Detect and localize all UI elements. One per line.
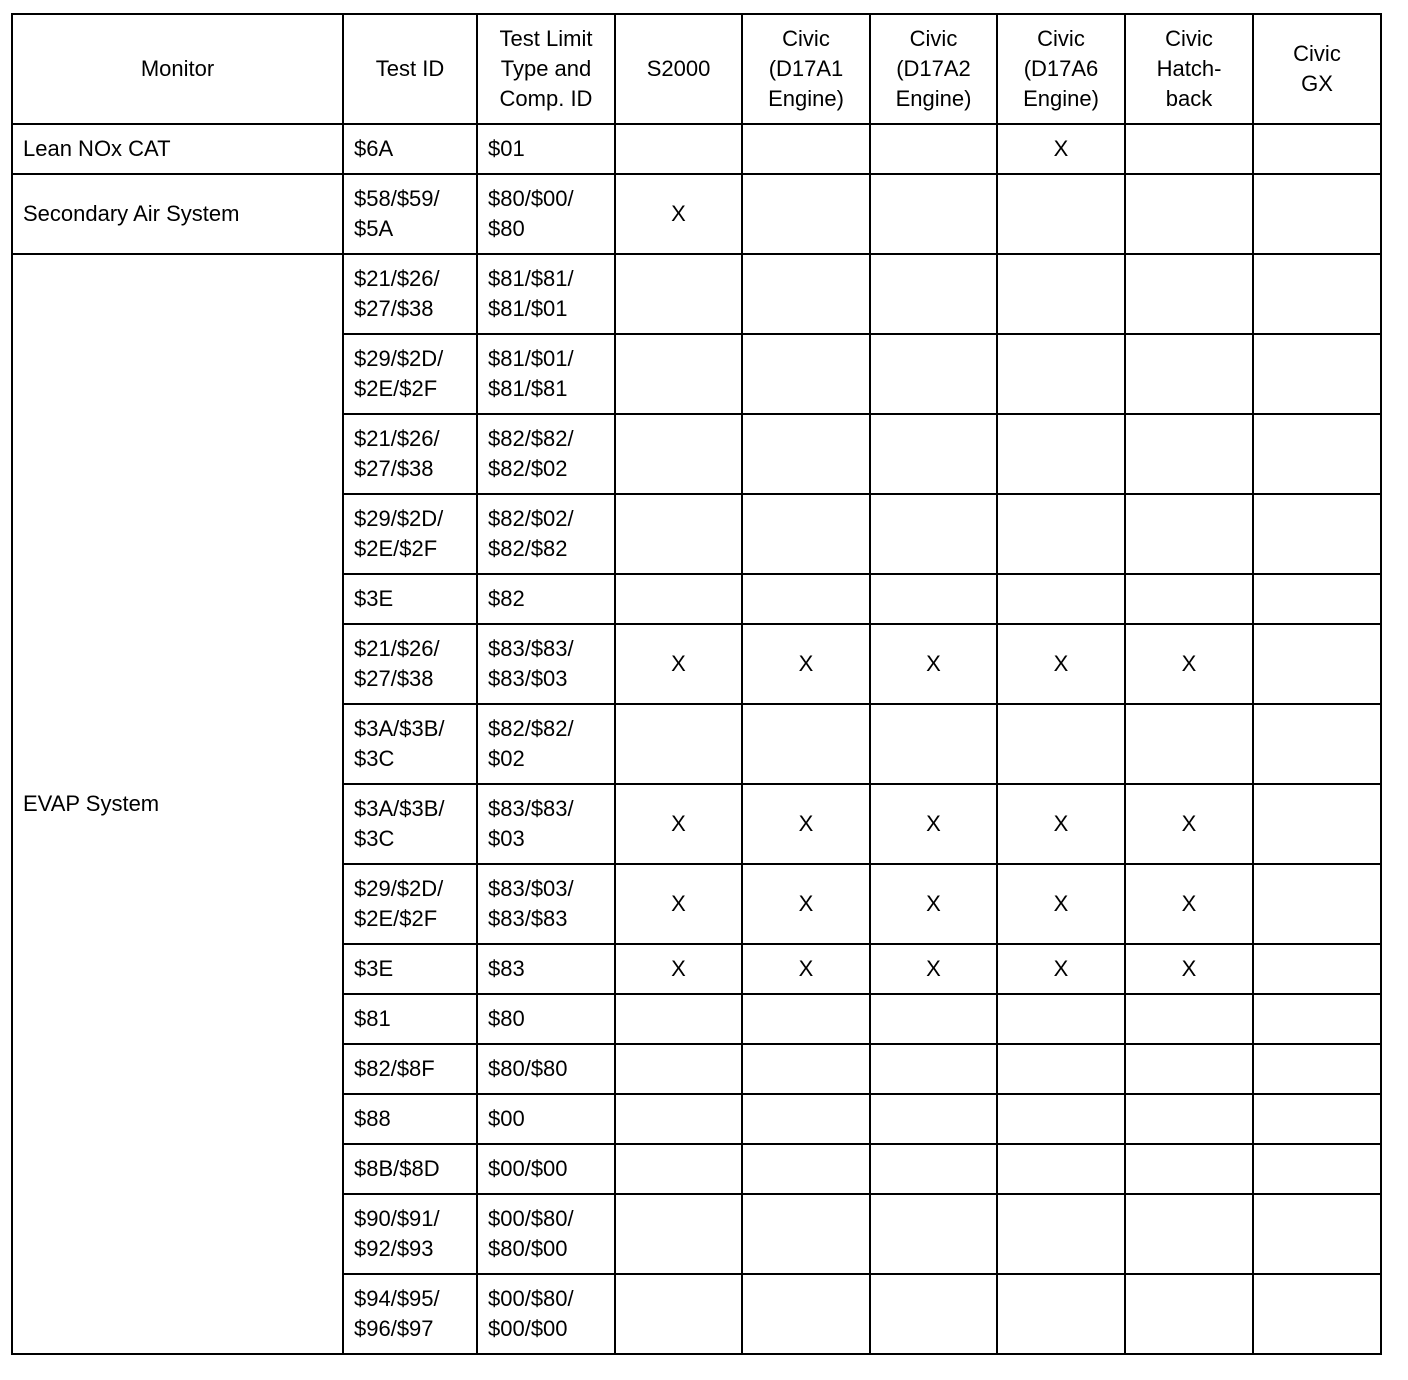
- mark-civic-d17a1: [742, 174, 870, 254]
- mark-civic-hatchback: X: [1125, 784, 1253, 864]
- mark-s2000: [615, 1194, 742, 1274]
- header-civic-hatchback: Civic Hatch- back: [1125, 14, 1253, 124]
- mark-s2000: [615, 1044, 742, 1094]
- mark-s2000: [615, 704, 742, 784]
- mark-civic-d17a6: X: [997, 624, 1125, 704]
- mark-s2000: [615, 414, 742, 494]
- header-civic-d17a6: Civic (D17A6 Engine): [997, 14, 1125, 124]
- mark-civic-gx: [1253, 174, 1381, 254]
- mark-civic-hatchback: [1125, 494, 1253, 574]
- mark-civic-d17a1: X: [742, 864, 870, 944]
- mark-civic-d17a1: X: [742, 624, 870, 704]
- test-limit-cell: $80/$80: [477, 1044, 615, 1094]
- mark-civic-gx: [1253, 784, 1381, 864]
- mark-civic-hatchback: [1125, 1044, 1253, 1094]
- test-limit-cell: $83/$83/ $03: [477, 784, 615, 864]
- monitor-cell: Secondary Air System: [12, 174, 343, 254]
- mark-civic-gx: [1253, 624, 1381, 704]
- mark-s2000: [615, 124, 742, 174]
- test-limit-cell: $82: [477, 574, 615, 624]
- mark-civic-gx: [1253, 254, 1381, 334]
- test-id-cell: $21/$26/ $27/$38: [343, 254, 477, 334]
- mark-civic-hatchback: [1125, 704, 1253, 784]
- mark-civic-d17a2: [870, 334, 997, 414]
- mark-civic-d17a1: [742, 704, 870, 784]
- test-id-cell: $58/$59/ $5A: [343, 174, 477, 254]
- test-id-cell: $3A/$3B/ $3C: [343, 784, 477, 864]
- mark-civic-d17a1: [742, 1194, 870, 1274]
- header-s2000: S2000: [615, 14, 742, 124]
- test-limit-cell: $82/$02/ $82/$82: [477, 494, 615, 574]
- mark-civic-gx: [1253, 1144, 1381, 1194]
- header-civic-d17a2: Civic (D17A2 Engine): [870, 14, 997, 124]
- mark-civic-d17a2: X: [870, 784, 997, 864]
- table-row: [12, 124, 1381, 174]
- mark-civic-hatchback: X: [1125, 864, 1253, 944]
- mark-s2000: [615, 1274, 742, 1354]
- mark-s2000: X: [615, 864, 742, 944]
- mark-civic-d17a6: [997, 994, 1125, 1044]
- mark-civic-d17a2: [870, 174, 997, 254]
- mark-civic-d17a2: X: [870, 864, 997, 944]
- test-limit-cell: $81/$01/ $81/$81: [477, 334, 615, 414]
- mark-civic-d17a6: X: [997, 124, 1125, 174]
- mark-civic-d17a2: [870, 494, 997, 574]
- mark-civic-hatchback: [1125, 1274, 1253, 1354]
- table-row: [12, 254, 1381, 334]
- header-row: [12, 14, 1381, 124]
- mark-civic-d17a2: [870, 254, 997, 334]
- mark-civic-d17a6: [997, 1274, 1125, 1354]
- test-id-cell: $21/$26/ $27/$38: [343, 414, 477, 494]
- mark-civic-d17a1: [742, 124, 870, 174]
- mark-civic-d17a6: X: [997, 864, 1125, 944]
- test-limit-cell: $00/$00: [477, 1144, 615, 1194]
- mark-civic-hatchback: [1125, 414, 1253, 494]
- mark-civic-d17a6: [997, 1094, 1125, 1144]
- header-civic-gx: Civic GX: [1253, 14, 1381, 124]
- mark-civic-gx: [1253, 1094, 1381, 1144]
- mark-s2000: X: [615, 944, 742, 994]
- test-id-cell: $3A/$3B/ $3C: [343, 704, 477, 784]
- test-id-cell: $88: [343, 1094, 477, 1144]
- mark-civic-d17a2: [870, 1274, 997, 1354]
- mark-civic-d17a6: X: [997, 784, 1125, 864]
- mark-civic-hatchback: X: [1125, 944, 1253, 994]
- mark-civic-d17a1: [742, 1274, 870, 1354]
- mark-s2000: X: [615, 784, 742, 864]
- test-limit-cell: $83: [477, 944, 615, 994]
- test-id-cell: $90/$91/ $92/$93: [343, 1194, 477, 1274]
- mark-civic-gx: [1253, 994, 1381, 1044]
- test-limit-cell: $80/$00/ $80: [477, 174, 615, 254]
- test-limit-cell: $83/$03/ $83/$83: [477, 864, 615, 944]
- mark-civic-gx: [1253, 1274, 1381, 1354]
- mark-civic-d17a2: [870, 704, 997, 784]
- mark-s2000: [615, 254, 742, 334]
- mark-civic-d17a6: [997, 574, 1125, 624]
- mark-civic-d17a2: [870, 994, 997, 1044]
- mark-civic-d17a6: [997, 494, 1125, 574]
- mark-civic-d17a1: [742, 414, 870, 494]
- mark-civic-d17a2: [870, 574, 997, 624]
- test-id-cell: $81: [343, 994, 477, 1044]
- mark-civic-d17a2: [870, 1094, 997, 1144]
- mark-civic-d17a6: [997, 414, 1125, 494]
- mark-civic-gx: [1253, 1194, 1381, 1274]
- mark-civic-d17a2: X: [870, 624, 997, 704]
- mark-s2000: [615, 574, 742, 624]
- test-limit-cell: $82/$82/ $02: [477, 704, 615, 784]
- mark-civic-d17a1: [742, 334, 870, 414]
- mark-civic-hatchback: [1125, 124, 1253, 174]
- mark-civic-d17a1: [742, 574, 870, 624]
- mark-s2000: [615, 494, 742, 574]
- mark-civic-d17a2: [870, 1194, 997, 1274]
- mark-s2000: [615, 1094, 742, 1144]
- mark-civic-d17a1: [742, 1094, 870, 1144]
- mark-civic-d17a2: X: [870, 944, 997, 994]
- table-row: [12, 174, 1381, 254]
- mark-civic-d17a1: [742, 994, 870, 1044]
- mark-civic-hatchback: [1125, 334, 1253, 414]
- mark-s2000: X: [615, 174, 742, 254]
- mark-civic-d17a1: X: [742, 784, 870, 864]
- mark-civic-gx: [1253, 574, 1381, 624]
- mark-civic-hatchback: [1125, 1194, 1253, 1274]
- test-limit-cell: $82/$82/ $82/$02: [477, 414, 615, 494]
- monitor-table: [11, 13, 1382, 1355]
- test-id-cell: $94/$95/ $96/$97: [343, 1274, 477, 1354]
- test-id-cell: $3E: [343, 574, 477, 624]
- mark-civic-gx: [1253, 414, 1381, 494]
- mark-civic-hatchback: X: [1125, 624, 1253, 704]
- mark-civic-d17a1: [742, 494, 870, 574]
- header-civic-d17a1: Civic (D17A1 Engine): [742, 14, 870, 124]
- mark-civic-gx: [1253, 864, 1381, 944]
- mark-civic-gx: [1253, 334, 1381, 414]
- test-limit-cell: $00/$80/ $80/$00: [477, 1194, 615, 1274]
- test-id-cell: $21/$26/ $27/$38: [343, 624, 477, 704]
- test-id-cell: $82/$8F: [343, 1044, 477, 1094]
- mark-civic-hatchback: [1125, 1144, 1253, 1194]
- mark-s2000: X: [615, 624, 742, 704]
- mark-civic-hatchback: [1125, 994, 1253, 1044]
- mark-s2000: [615, 1144, 742, 1194]
- test-limit-cell: $00/$80/ $00/$00: [477, 1274, 615, 1354]
- test-limit-cell: $81/$81/ $81/$01: [477, 254, 615, 334]
- header-test-limit: Test Limit Type and Comp. ID: [477, 14, 615, 124]
- header-monitor: Monitor: [12, 14, 343, 124]
- mark-s2000: [615, 334, 742, 414]
- monitor-cell: Lean NOx CAT: [12, 124, 343, 174]
- test-id-cell: $8B/$8D: [343, 1144, 477, 1194]
- mark-civic-d17a6: [997, 174, 1125, 254]
- mark-civic-d17a2: [870, 1044, 997, 1094]
- mark-civic-d17a2: [870, 414, 997, 494]
- test-limit-cell: $83/$83/ $83/$03: [477, 624, 615, 704]
- test-id-cell: $29/$2D/ $2E/$2F: [343, 334, 477, 414]
- mark-civic-d17a6: [997, 1044, 1125, 1094]
- mark-civic-gx: [1253, 494, 1381, 574]
- mark-civic-d17a6: [997, 334, 1125, 414]
- test-id-cell: $29/$2D/ $2E/$2F: [343, 494, 477, 574]
- test-limit-cell: $01: [477, 124, 615, 174]
- test-id-cell: $29/$2D/ $2E/$2F: [343, 864, 477, 944]
- test-id-cell: $6A: [343, 124, 477, 174]
- mark-s2000: [615, 994, 742, 1044]
- test-limit-cell: $00: [477, 1094, 615, 1144]
- test-limit-cell: $80: [477, 994, 615, 1044]
- monitor-cell: EVAP System: [12, 254, 343, 1354]
- mark-civic-d17a6: X: [997, 944, 1125, 994]
- mark-civic-gx: [1253, 124, 1381, 174]
- mark-civic-hatchback: [1125, 1094, 1253, 1144]
- mark-civic-hatchback: [1125, 254, 1253, 334]
- mark-civic-d17a1: [742, 1044, 870, 1094]
- mark-civic-hatchback: [1125, 574, 1253, 624]
- mark-civic-d17a6: [997, 1144, 1125, 1194]
- mark-civic-d17a2: [870, 1144, 997, 1194]
- mark-civic-d17a2: [870, 124, 997, 174]
- mark-civic-d17a1: X: [742, 944, 870, 994]
- mark-civic-gx: [1253, 1044, 1381, 1094]
- header-test-id: Test ID: [343, 14, 477, 124]
- mark-civic-d17a6: [997, 1194, 1125, 1274]
- mark-civic-d17a1: [742, 1144, 870, 1194]
- mark-civic-gx: [1253, 704, 1381, 784]
- mark-civic-d17a6: [997, 254, 1125, 334]
- mark-civic-d17a1: [742, 254, 870, 334]
- test-id-cell: $3E: [343, 944, 477, 994]
- mark-civic-hatchback: [1125, 174, 1253, 254]
- mark-civic-d17a6: [997, 704, 1125, 784]
- mark-civic-gx: [1253, 944, 1381, 994]
